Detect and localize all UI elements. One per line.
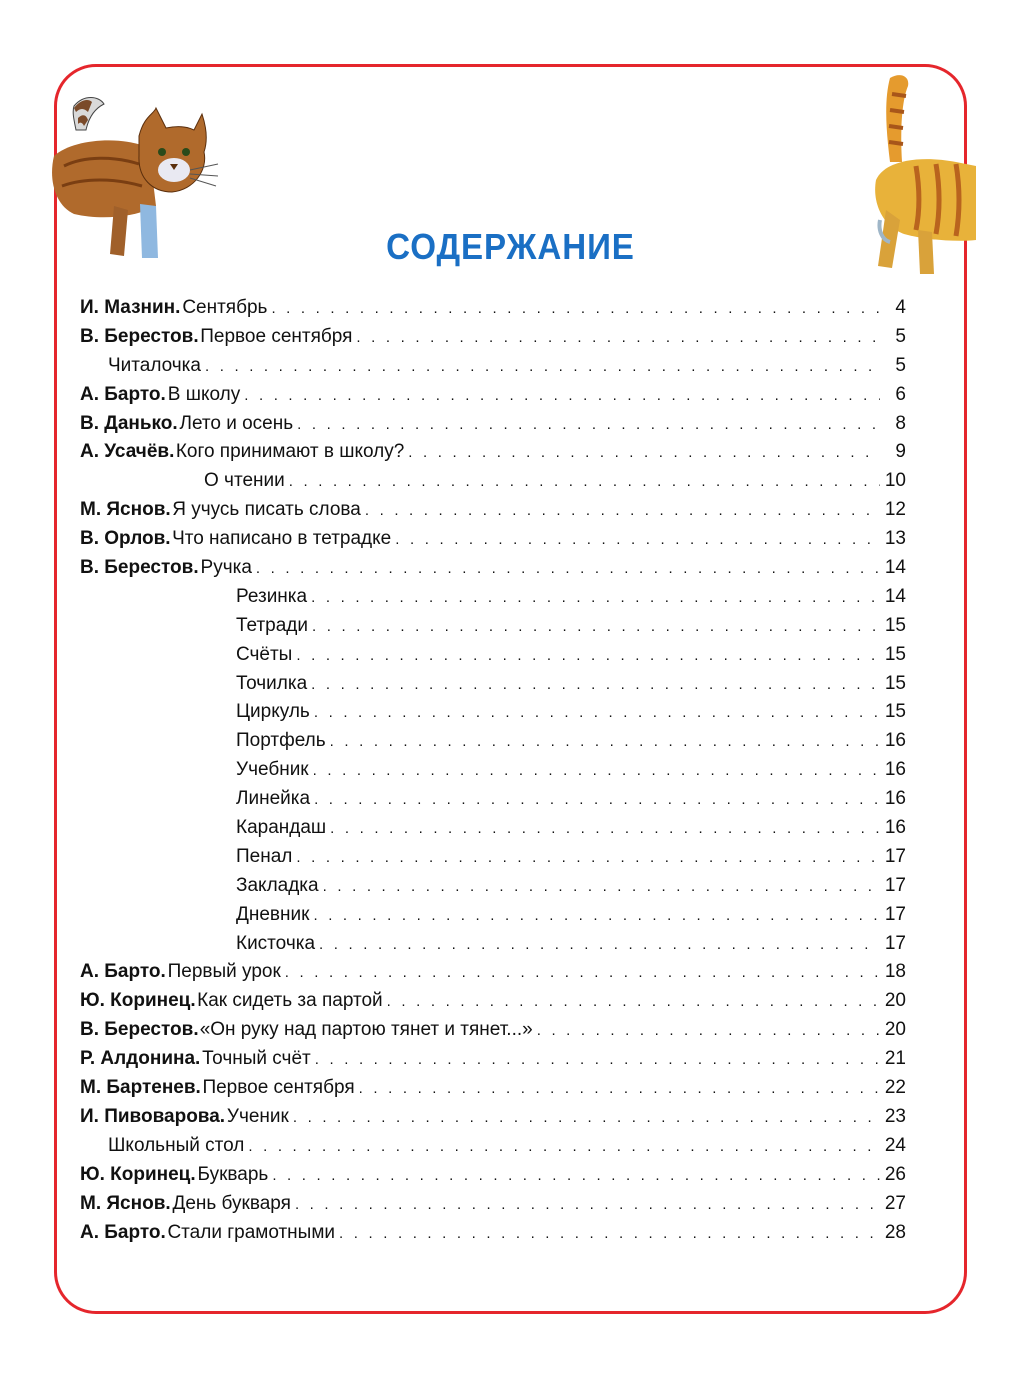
toc-entry-author: М. Бартенев. bbox=[80, 1077, 201, 1099]
toc-entry-page-number: 16 bbox=[884, 730, 906, 752]
toc-entry-author: А. Барто. bbox=[80, 961, 166, 983]
toc-entry-leader-dots bbox=[339, 1220, 880, 1249]
toc-entry-title: Дневник bbox=[236, 903, 310, 925]
toc-entry-title: Циркуль bbox=[236, 701, 310, 723]
toc-entry bbox=[80, 323, 906, 352]
toc-entry bbox=[80, 1161, 906, 1190]
toc-entry-leader-dots bbox=[330, 815, 880, 844]
toc-entry bbox=[80, 1132, 906, 1161]
toc-entry bbox=[80, 930, 906, 959]
toc-entry-author: И. Пивоварова. bbox=[80, 1105, 226, 1127]
toc-entry-page-number: 15 bbox=[884, 701, 906, 723]
toc-entry-page-number: 24 bbox=[884, 1134, 906, 1156]
toc-entry-page-number: 4 bbox=[895, 297, 906, 318]
toc-entry-page-number: 14 bbox=[884, 585, 906, 607]
toc-entry bbox=[80, 987, 906, 1016]
toc-entry-leader-dots bbox=[312, 613, 880, 642]
toc-entry-page-number: 28 bbox=[884, 1221, 906, 1243]
toc-entry-page-number: 15 bbox=[884, 643, 906, 665]
toc-entry bbox=[80, 814, 906, 843]
toc-entry-author: Ю. Коринец. bbox=[80, 990, 196, 1012]
toc-entry-author: В. Берестов. bbox=[80, 325, 199, 347]
toc-entry-leader-dots bbox=[256, 555, 880, 584]
toc-entry-page-number: 14 bbox=[884, 557, 906, 579]
toc-entry-leader-dots bbox=[271, 295, 880, 324]
toc-entry-leader-dots bbox=[387, 988, 880, 1017]
toc-entry bbox=[80, 294, 906, 323]
toc-entry-author: В. Берестов. bbox=[80, 1019, 199, 1041]
toc-entry-leader-dots bbox=[296, 844, 880, 873]
toc-entry-leader-dots bbox=[293, 1104, 880, 1133]
toc-entry-title: Счёты bbox=[236, 643, 293, 665]
table-of-contents bbox=[80, 294, 906, 1247]
toc-entry bbox=[80, 785, 906, 814]
toc-entry-title: Я учусь писать слова bbox=[172, 499, 361, 521]
toc-entry-page-number: 5 bbox=[895, 325, 906, 347]
toc-entry-leader-dots bbox=[285, 959, 880, 988]
toc-entry-page-number: 12 bbox=[884, 499, 906, 521]
toc-entry bbox=[80, 1219, 906, 1248]
toc-entry bbox=[80, 583, 906, 612]
toc-entry bbox=[80, 1103, 906, 1132]
toc-entry-title: Закладка bbox=[236, 874, 319, 896]
toc-entry-title: О чтении bbox=[204, 470, 285, 492]
toc-entry-leader-dots bbox=[244, 382, 880, 411]
toc-entry-title: Пенал bbox=[236, 845, 293, 867]
toc-entry-title: Что написано в тетрадке bbox=[172, 528, 392, 550]
toc-entry-title: Точилка bbox=[236, 672, 308, 694]
toc-entry-title: Тетради bbox=[236, 614, 309, 636]
toc-entry bbox=[80, 467, 906, 496]
toc-entry-title: Как сидеть за партой bbox=[197, 990, 383, 1012]
toc-entry-leader-dots bbox=[330, 728, 880, 757]
toc-entry bbox=[80, 554, 906, 583]
toc-entry-title: Лето и осень bbox=[179, 412, 294, 434]
toc-entry-title: Первый урок bbox=[167, 961, 281, 983]
toc-entry bbox=[80, 410, 906, 439]
toc-entry bbox=[80, 670, 906, 699]
toc-entry-page-number: 10 bbox=[884, 470, 906, 492]
toc-entry-author: В. Данько. bbox=[80, 412, 178, 434]
toc-entry-page-number: 20 bbox=[884, 990, 906, 1012]
toc-entry-leader-dots bbox=[248, 1133, 880, 1162]
toc-entry-page-number: 18 bbox=[884, 961, 906, 983]
toc-entry-title: Читалочка bbox=[108, 354, 201, 376]
toc-entry-leader-dots bbox=[315, 1046, 880, 1075]
toc-entry-page-number: 16 bbox=[884, 759, 906, 781]
toc-entry-author: В. Орлов. bbox=[80, 528, 171, 550]
toc-entry bbox=[80, 1016, 906, 1045]
toc-entry-leader-dots bbox=[365, 497, 880, 526]
toc-entry-title: Сентябрь bbox=[182, 297, 268, 318]
toc-entry bbox=[80, 352, 906, 381]
toc-entry-leader-dots bbox=[289, 468, 880, 497]
toc-entry-page-number: 17 bbox=[884, 845, 906, 867]
toc-entry-leader-dots bbox=[537, 1017, 880, 1046]
toc-entry-author: В. Берестов. bbox=[80, 557, 199, 579]
toc-entry-page-number: 6 bbox=[895, 383, 906, 405]
toc-entry bbox=[80, 727, 906, 756]
toc-entry-title: Ученик bbox=[226, 1105, 289, 1127]
toc-entry-leader-dots bbox=[314, 786, 880, 815]
toc-entry bbox=[80, 525, 906, 554]
toc-entry-title: Стали грамотными bbox=[167, 1221, 336, 1243]
toc-entry-title: Портфель bbox=[236, 730, 326, 752]
toc-entry-page-number: 15 bbox=[884, 672, 906, 694]
toc-entry-page-number: 16 bbox=[884, 817, 906, 839]
toc-entry-author: М. Яснов. bbox=[80, 499, 171, 521]
toc-entry bbox=[80, 438, 906, 467]
toc-entry bbox=[80, 756, 906, 785]
toc-entry-leader-dots bbox=[296, 642, 880, 671]
toc-entry-author: Ю. Коринец. bbox=[80, 1163, 196, 1185]
toc-entry bbox=[80, 1045, 906, 1074]
toc-entry-title: Кисточка bbox=[236, 932, 316, 954]
toc-entry-author: А. Барто. bbox=[80, 1221, 166, 1243]
toc-entry-author: Р. Алдонина. bbox=[80, 1048, 201, 1070]
toc-entry-page-number: 17 bbox=[884, 903, 906, 925]
toc-entry bbox=[80, 958, 906, 987]
toc-entry-page-number: 13 bbox=[884, 528, 906, 550]
toc-entry-leader-dots bbox=[323, 873, 880, 902]
toc-entry-leader-dots bbox=[311, 584, 880, 613]
toc-entry-page-number: 16 bbox=[884, 788, 906, 810]
toc-entry-leader-dots bbox=[297, 411, 880, 440]
toc-entry-leader-dots bbox=[314, 699, 880, 728]
toc-entry-title: Карандаш bbox=[236, 817, 327, 839]
toc-entry bbox=[80, 843, 906, 872]
toc-entry-page-number: 15 bbox=[884, 614, 906, 636]
toc-entry-page-number: 20 bbox=[884, 1019, 906, 1041]
toc-entry-title: Первое сентября bbox=[200, 325, 353, 347]
page-title: СОДЕРЖАНИЕ bbox=[386, 226, 635, 267]
toc-entry-page-number: 21 bbox=[884, 1048, 906, 1070]
toc-entry bbox=[80, 901, 906, 930]
toc-entry-title: Первое сентября bbox=[202, 1077, 355, 1099]
toc-entry-page-number: 23 bbox=[884, 1105, 906, 1127]
toc-entry bbox=[80, 496, 906, 525]
toc-entry-leader-dots bbox=[408, 439, 880, 468]
toc-entry bbox=[80, 381, 906, 410]
toc-entry-title: День букваря bbox=[172, 1192, 291, 1214]
toc-entry-leader-dots bbox=[313, 902, 880, 931]
toc-entry-leader-dots bbox=[359, 1075, 880, 1104]
toc-entry-title: Линейка bbox=[236, 788, 311, 810]
toc-entry-page-number: 22 bbox=[884, 1077, 906, 1099]
toc-entry bbox=[80, 1074, 906, 1103]
toc-entry-title: Букварь bbox=[197, 1163, 269, 1185]
toc-entry-leader-dots bbox=[295, 1191, 880, 1220]
toc-entry-title: Ручка bbox=[200, 557, 252, 579]
toc-entry-title: Кого принимают в школу? bbox=[175, 441, 405, 463]
toc-entry-leader-dots bbox=[319, 931, 880, 960]
toc-entry-leader-dots bbox=[356, 324, 880, 353]
toc-entry-leader-dots bbox=[313, 757, 880, 786]
toc-entry-page-number: 17 bbox=[884, 874, 906, 896]
toc-entry bbox=[80, 698, 906, 727]
toc-entry-page-number: 8 bbox=[895, 412, 906, 434]
toc-entry bbox=[80, 612, 906, 641]
toc-entry-author: М. Яснов. bbox=[80, 1192, 171, 1214]
toc-entry-author: А. Усачёв. bbox=[80, 441, 175, 463]
toc-entry-page-number: 9 bbox=[895, 441, 906, 463]
toc-entry bbox=[80, 1190, 906, 1219]
toc-entry-leader-dots bbox=[205, 353, 880, 382]
toc-entry-leader-dots bbox=[272, 1162, 880, 1191]
toc-entry-author: А. Барто. bbox=[80, 383, 166, 405]
toc-entry-author: И. Мазнин. bbox=[80, 297, 181, 318]
toc-entry-page-number: 5 bbox=[895, 354, 906, 376]
toc-entry bbox=[80, 641, 906, 670]
toc-entry-leader-dots bbox=[311, 671, 880, 700]
toc-entry-title: Точный счёт bbox=[202, 1048, 311, 1070]
toc-entry-title: «Он руку над партою тянет и тянет...» bbox=[199, 1019, 533, 1041]
toc-entry-title: Учебник bbox=[236, 759, 309, 781]
toc-entry-page-number: 17 bbox=[884, 932, 906, 954]
toc-entry-page-number: 26 bbox=[884, 1163, 906, 1185]
toc-entry-leader-dots bbox=[395, 526, 880, 555]
toc-entry-title: Резинка bbox=[236, 585, 308, 607]
toc-entry bbox=[80, 872, 906, 901]
toc-entry-title: Школьный стол bbox=[108, 1134, 245, 1156]
toc-entry-page-number: 27 bbox=[884, 1192, 906, 1214]
toc-entry-title: В школу bbox=[167, 383, 241, 405]
